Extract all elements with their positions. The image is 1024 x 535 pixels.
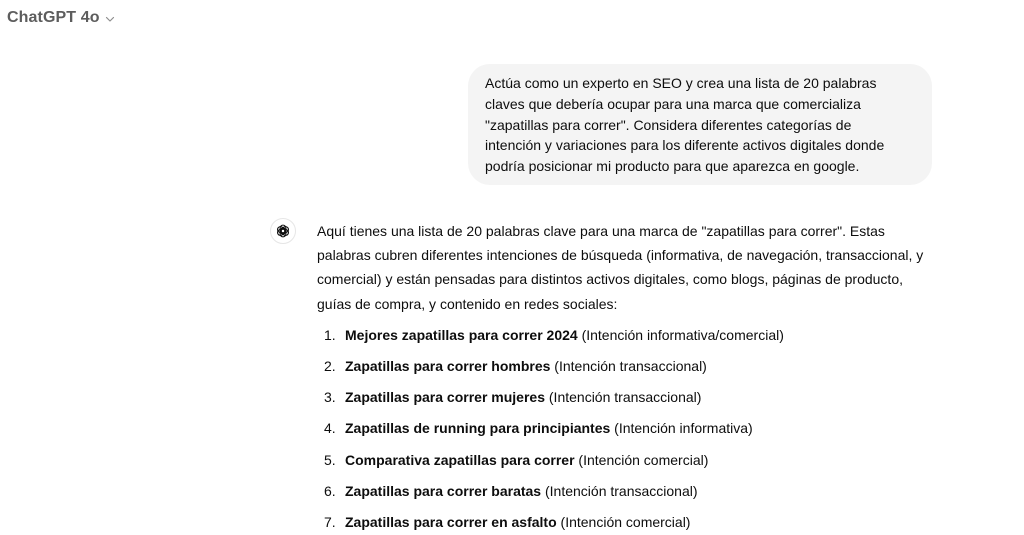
list-number: 4. <box>324 420 336 437</box>
list-number: 5. <box>324 451 336 468</box>
intent-text: (Intención transaccional) <box>541 482 698 499</box>
user-message-line: "zapatillas para correr". Considera diferentes categorías de <box>485 116 852 133</box>
list-item <box>317 416 942 447</box>
list-item <box>317 323 942 354</box>
list-number: 3. <box>324 389 336 406</box>
assistant-intro <box>317 219 942 316</box>
list-number: 6. <box>324 482 336 499</box>
keyword-text: Zapatillas de running para principiantes <box>345 420 611 437</box>
keyword-text: Zapatillas para correr en asfalto <box>345 513 557 530</box>
chevron-down-icon[interactable] <box>105 14 115 24</box>
list-item <box>317 479 942 510</box>
keyword-text: Mejores zapatillas para correr 2024 <box>345 326 578 343</box>
intent-text: (Intención comercial) <box>556 513 691 530</box>
intent-text: (Intención transaccional) <box>545 389 702 406</box>
keyword-text: Zapatillas para correr baratas <box>345 482 542 499</box>
list-number: 1. <box>324 326 336 343</box>
list-number: 2. <box>324 358 336 374</box>
list-item <box>317 448 942 479</box>
keyword-text: Zapatillas para correr hombres <box>345 358 551 374</box>
list-number: 7. <box>324 513 336 530</box>
openai-logo-icon <box>270 218 296 244</box>
list-item <box>317 510 942 535</box>
user-message-line: intención y variaciones para los diferente activos digitales donde <box>485 137 885 154</box>
list-item <box>317 354 942 385</box>
intent-text: (Intención informativa/comercial) <box>577 326 784 343</box>
keyword-list <box>317 323 942 535</box>
user-message-line: podría posicionar mi producto para que aparezca en google. <box>485 158 860 175</box>
intro-line: guías de compra, y contenido en redes sociales: <box>317 295 618 312</box>
keyword-text: Zapatillas para correr mujeres <box>345 389 545 406</box>
model-selector[interactable] <box>7 9 115 27</box>
intro-line: Aquí tienes una lista de 20 palabras clave para una marca de "zapatillas para correr". Estas <box>317 223 885 239</box>
assistant-message-body <box>317 219 942 535</box>
user-message-line: Actúa como un experto en SEO y crea una lista de 20 palabras <box>485 75 877 91</box>
user-message-line: claves que debería ocupar para una marca que comercializa <box>485 95 861 112</box>
intent-text: (Intención comercial) <box>574 451 709 468</box>
intro-line: palabras cubren diferentes intenciones de búsqueda (informativa, de navegación, transaccional, y <box>317 247 924 264</box>
intro-line: comercial) y están pensadas para distintos activos digitales, como blogs, páginas de producto, <box>317 271 903 288</box>
user-message-bubble <box>468 64 932 185</box>
intent-text: (Intención transaccional) <box>550 358 707 374</box>
list-item <box>317 385 942 416</box>
keyword-text: Comparativa zapatillas para correr <box>345 451 575 468</box>
intent-text: (Intención informativa) <box>610 420 753 437</box>
model-name[interactable]: ChatGPT 4o <box>7 9 100 26</box>
